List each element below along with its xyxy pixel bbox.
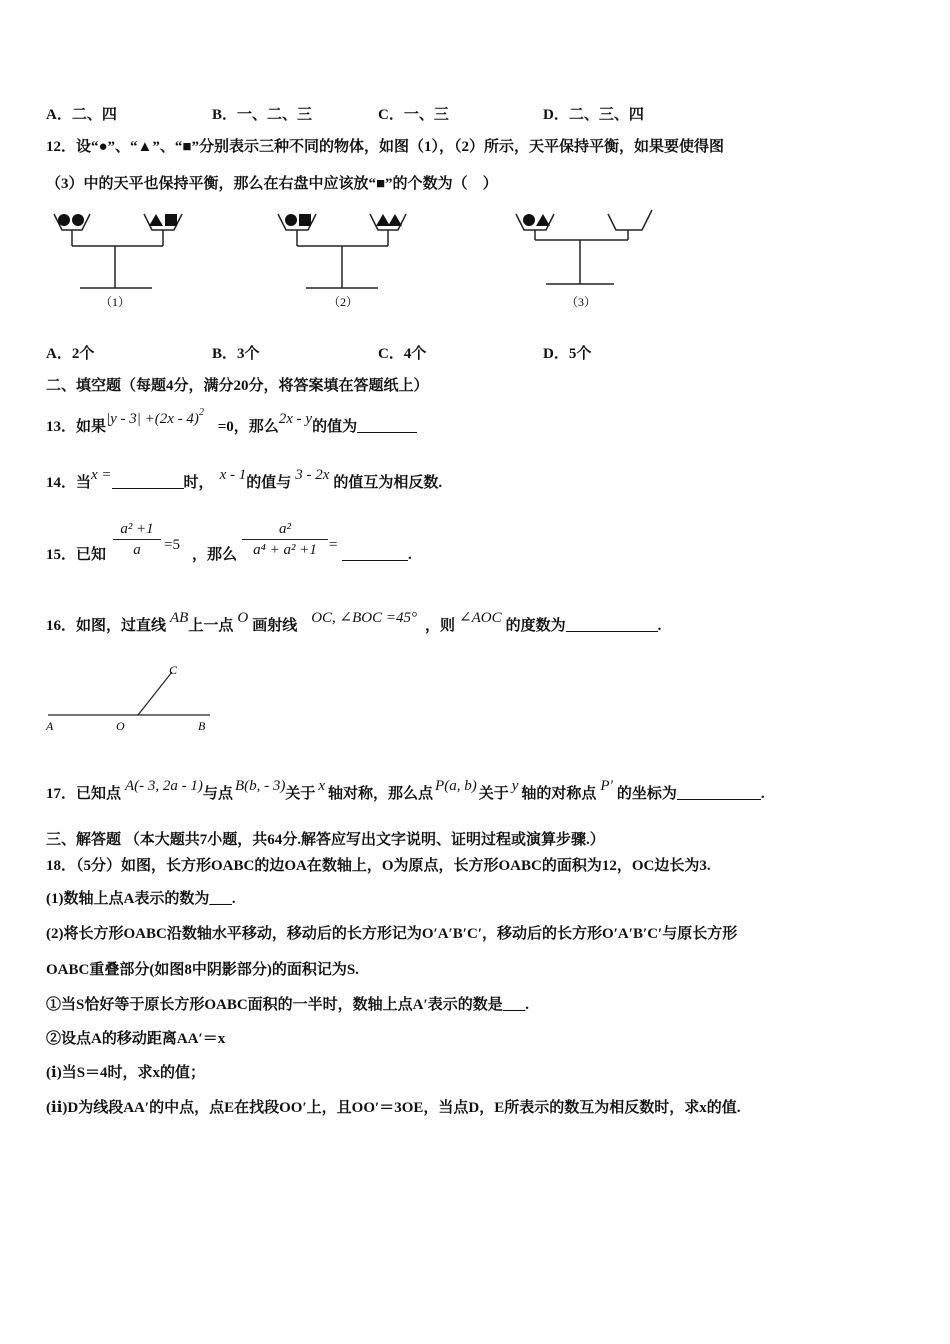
q15-eq5: =5	[164, 537, 180, 553]
q17-t6: 的坐标为	[616, 786, 677, 802]
q17-t4: 关于	[478, 786, 509, 802]
q15-f1-den: a	[133, 542, 141, 558]
q12-option-b: B．3个	[212, 346, 260, 362]
q12-line1: 12．设“●”、“▲”、“■”分别表示三种不同的物体，如图（1），（2）所示，天平保持平衡，如果要使得图	[46, 139, 724, 155]
q15-fraction-1	[113, 521, 161, 559]
q18-line2: (1)数轴上点A表示的数为___.	[46, 891, 236, 907]
q11-option-a: A．二、四	[46, 107, 117, 123]
fig-label-a: A	[46, 719, 54, 733]
triangle-icon	[536, 214, 550, 226]
q14-e1: x - 1	[219, 467, 247, 483]
square-icon	[299, 214, 311, 226]
fig-label-b: B	[198, 719, 206, 733]
q15-f2-num: a²	[242, 521, 328, 540]
q12-option-a: A．2个	[46, 346, 95, 362]
balance-figure-3	[516, 210, 652, 284]
q12-option-c: C．4个	[378, 346, 427, 362]
q16-t4: 的度数为	[505, 618, 566, 634]
q13-expr2: 2x - y	[278, 411, 313, 427]
q18-line5: ①当S恰好等于原长方形OABC面积的一半时，数轴上点A′表示的数是___.	[46, 997, 529, 1013]
q13-exp: 2	[198, 407, 204, 418]
section3-heading: 三、解答题 （本大题共7小题，共64分.解答应写出文字说明、证明过程或演算步骤.）	[46, 832, 605, 848]
q16-t2: 画射线	[252, 618, 298, 634]
q18-line6: ②设点A的移动距离AA′＝x	[46, 1031, 226, 1047]
fig-label-1: （1）	[100, 295, 131, 309]
circle-icon	[285, 214, 297, 226]
square-icon	[165, 214, 177, 226]
q14-line	[46, 467, 443, 493]
q16-line	[46, 610, 662, 636]
q11-option-d: D．二、三、四	[543, 107, 644, 123]
q15-mid: ，那么	[192, 547, 238, 563]
q16-answer-blank[interactable]	[566, 617, 658, 632]
q11-option-b: B．一、二、三	[212, 107, 313, 123]
q18-line8: (ⅱ)D为线段AA′的中点，点E在找段OO′上，且OO′＝3OE，当点D，E所表示的数互为相反数时，求x的值.	[46, 1100, 741, 1116]
q16-ray-figure	[40, 660, 220, 740]
q13-prefix: 13．如果	[46, 419, 107, 435]
q18-line3: (2)将长方形OABC沿数轴水平移动，移动后的长方形记为O′A′B′C′，移动后的长方形O′A′B′C′与原长方形	[46, 926, 738, 942]
q13-answer-blank[interactable]	[357, 418, 417, 433]
q14-t2: 的值与	[246, 475, 292, 491]
q13-expr: |y - 3| +(2x - 4)	[106, 411, 199, 427]
q17-t5: 轴的对称点	[521, 786, 597, 802]
q15-eq: =	[329, 537, 338, 553]
q15-f2-den: a⁴ + a² +1	[253, 542, 317, 558]
fig-label-o: O	[116, 719, 125, 733]
q14-t1: 时，	[183, 475, 214, 491]
q15-tail	[342, 545, 412, 565]
q17-t2: 关于	[285, 786, 316, 802]
q17-y: y	[511, 778, 519, 794]
balance-figure-1	[54, 214, 182, 288]
circle-icon	[523, 214, 535, 226]
q16-o: O	[237, 610, 249, 626]
q17-end: .	[760, 786, 765, 802]
q16-expr: OC, ∠BOC =45°	[311, 610, 417, 626]
q14-t3: 的值互为相反数.	[333, 475, 443, 491]
q16-t1: 上一点	[188, 618, 234, 634]
triangle-icon	[388, 214, 402, 226]
q17-pb: B(b, - 3)	[234, 778, 286, 794]
q17-prefix: 17．已知点	[46, 786, 122, 802]
q15-end: .	[408, 547, 412, 563]
balance-figures	[40, 200, 680, 320]
q14-prefix: 14．当	[46, 475, 92, 491]
q16-ab: AB	[170, 610, 189, 626]
q14-answer-blank[interactable]	[112, 474, 184, 489]
q18-line4: OABC重叠部分(如图8中阴影部分)的面积记为S.	[46, 962, 359, 978]
circle-icon	[58, 214, 70, 226]
q17-pa: A(- 3, 2a - 1)	[125, 778, 203, 794]
q17-line	[46, 778, 765, 804]
section2-heading: 二、填空题（每题4分，满分20分，将答案填在答题纸上）	[46, 378, 429, 394]
q17-pprime: P′	[600, 778, 613, 794]
q13-suffix: 的值为	[312, 419, 358, 435]
q16-aoc: ∠AOC	[459, 610, 502, 626]
q18-line7: (ⅰ)当S＝4时，求x的值；	[46, 1065, 206, 1081]
q16-prefix: 16．如图，过直线	[46, 618, 167, 634]
fig-label-2: （2）	[328, 295, 359, 309]
q17-pp: P(a, b)	[435, 778, 477, 794]
q17-t3: 轴对称，那么点	[328, 786, 434, 802]
q17-t1: 与点	[202, 786, 233, 802]
q12-option-d: D．5个	[543, 346, 592, 362]
triangle-icon	[149, 214, 163, 226]
q15-prefix: 15．已知	[46, 547, 107, 563]
q15-f1-num: a² +1	[113, 521, 161, 540]
q17-x: x	[318, 778, 326, 794]
q15-answer-blank[interactable]	[342, 546, 408, 561]
q16-end: .	[657, 618, 662, 634]
q14-e2: 3 - 2x	[295, 467, 330, 483]
fig-label-3: （3）	[566, 295, 597, 309]
q13-mid: =0，那么	[217, 419, 279, 435]
triangle-icon	[376, 214, 390, 226]
q14-x-eq: x =	[91, 467, 112, 483]
fig-label-c: C	[169, 663, 178, 677]
q17-answer-blank[interactable]	[677, 785, 761, 800]
circle-icon	[72, 214, 84, 226]
q16-t3: ，则	[425, 618, 456, 634]
q12-line2: （3）中的天平也保持平衡，那么在右盘中应该放“■”的个数为（ ）	[46, 176, 498, 192]
q13-line	[46, 407, 417, 437]
q15-fraction-2	[242, 521, 328, 559]
q18-line1: 18．（5分）如图，长方形OABC的边OA在数轴上，O为原点，长方形OABC的面积为12，OC边长为3.	[46, 858, 711, 874]
q11-option-c: C．一、三	[378, 107, 449, 123]
